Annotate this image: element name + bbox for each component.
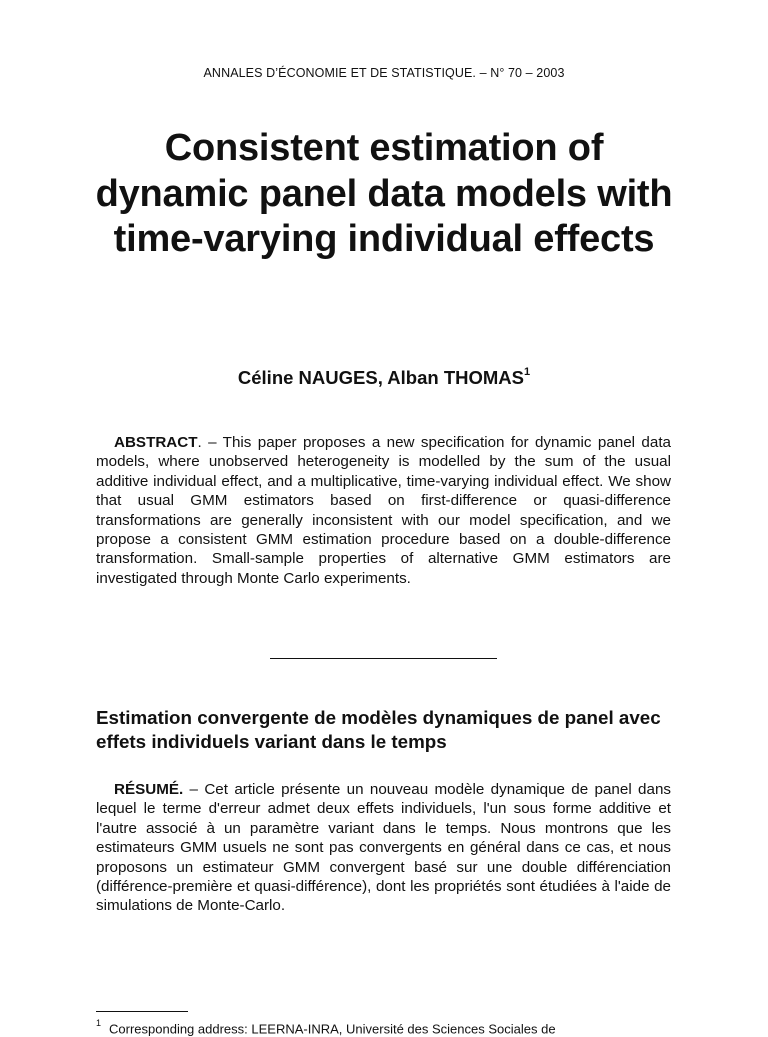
author-footnote-mark: 1 <box>523 365 531 378</box>
section-separator <box>270 658 497 659</box>
footnote <box>96 1017 686 1037</box>
abstract <box>96 433 671 588</box>
abstract-label: ABSTRACT <box>114 434 198 451</box>
author-names: Céline NAUGES, Alban THOMAS <box>237 367 524 388</box>
footnote-rule <box>96 1011 188 1012</box>
resume-text: – Cet article présente un nouveau modèle dynamique de panel dans lequel le terme d'erreur admet deux effets individuels, l'un sous forme additive et l'autre associé à un paramètre variant dans le temps. Nous montrons que les estimateurs GMM usuels ne sont pas convergents en général dans ce cas, et nous proposons un estimateur GMM convergent basé sur une double différenciation (différence-première et quasi-différence), dont les propriétés sont étudiées à l'aide de simulations de Monte-Carlo. <box>96 781 671 915</box>
journal-header: ANNALES D’ÉCONOMIE ET DE STATISTIQUE. – N° 70 – 2003 <box>203 66 565 80</box>
resume <box>96 780 671 916</box>
abstract-text: . – This paper proposes a new specification for dynamic panel data models, where unobserved heterogeneity is modelled by the sum of the usual additive individual effect, and a multiplicative, time-varying individual effect. We show that usual GMM estimators based on first-difference or quasi-difference transformations are generally inconsistent with our model specification, and we propose a consistent GMM estimation procedure based on a double-difference transformation. Small-sample properties of alternative GMM estimators are investigated through Monte Carlo experiments. <box>96 434 671 587</box>
footnote-text: Corresponding address: LEERNA-INRA, Université des Sciences Sociales de <box>109 1021 556 1037</box>
footnote-mark: 1 <box>96 1018 102 1028</box>
paper-title: Consistent estimation of dynamic panel data models with time-varying individual effects <box>95 127 673 260</box>
french-title: Estimation convergente de modèles dynamiques de panel avec effets individuels variant dans le temps <box>96 707 661 752</box>
resume-label: RÉSUMÉ. <box>114 781 184 798</box>
authors <box>0 367 768 389</box>
